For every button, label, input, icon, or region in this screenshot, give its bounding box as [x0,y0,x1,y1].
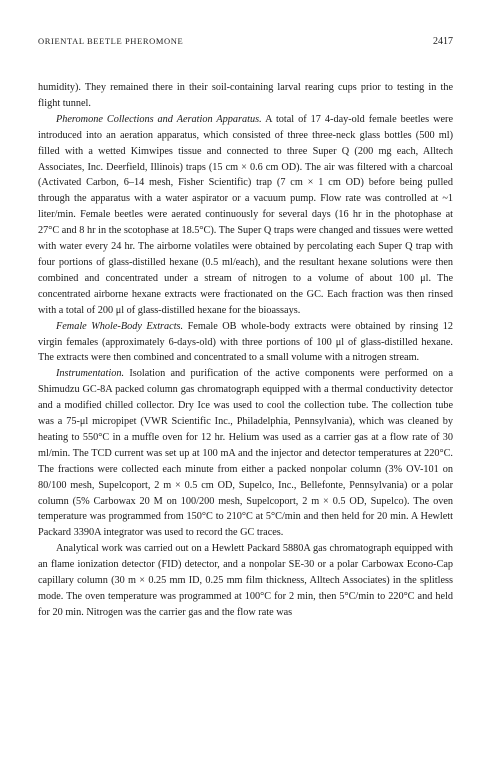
paragraph-analytical-work [38,541,453,621]
paragraph-pheromone-collections [38,112,453,319]
paragraph-text: Female OB whole-body extracts were obtained by rinsing 12 virgin females (approximately 6-days-old) with three portions of 100 μl of glass-distilled hexane. The extracts were then combined and concentrated to a small volume with a nitrogen stream. [38,320,453,364]
paragraph-text: Analytical work was carried out on a Hewlett Packard 5880A gas chromatograph equipped with an flame ionization detector (FID) detector, and a nonpolar SE-30 or a polar Carbowax Econo-Cap capillary column (30 m × 0.25 mm ID, 0.25 mm film thickness, Alltech Associates) in the splitless mode. The oven temperature was programmed at 100°C for 2 min, then 5°C/min to 220°C and held for 20 min. Nitrogen was the carrier gas and the flow rate was [38,543,453,618]
page-number: 2417 [433,36,453,47]
page-header [38,36,453,50]
section-heading-whole-body-extracts: Female Whole-Body Extracts. [56,320,184,332]
paragraph-humidity [38,80,453,112]
body-text [38,80,453,770]
section-heading-pheromone-collections: Pheromone Collections and Aeration Apparatus. [56,113,262,125]
running-title: ORIENTAL BEETLE PHEROMONE [38,36,184,46]
paragraph-whole-body-extracts [38,319,453,367]
section-heading-instrumentation: Instrumentation. [56,368,125,380]
paragraph-text: Isolation and purification of the active components were performed on a Shimudzu GC-8A packed column gas chromatograph equipped with a thermal conductivity detector and a modified chilled collector. Dry Ice was used to cool the collection tube. The collection tube was a 75-μl micropipet (VWR Scientific Inc., Philadelphia, Pennsylvania), which was cleaned by heating to 550°C in a muffle oven for 12 hr. Helium was used as a carrier gas at a flow rate of 30 ml/min. The TCD current was set up at 100 mA and the injector and detector temperatures at 220°C. The fractions were collected each minute from either a packed nonpolar column (3% OV-101 on 80/100 mesh, Supelcoport, 2 m × 0.5 cm OD, Supelco, Inc., Bellefonte, Pennsylvania) or a polar column (5% Carbowax 20 M on 100/200 mesh, Supelcoport, 2 m × 0.5 OD, Supelco). The oven temperature was programmed from 150°C to 210°C at 5°C/min and then held for 20 min. A Hewlett Packard 3390A integrator was used to record the GC traces. [38,368,453,539]
paragraph-text: A total of 17 4-day-old female beetles were introduced into an aeration apparatus, which consisted of three three-neck glass bottles (500 ml) filled with a wetted Kimwipes tissue and connected to three Super Q (200 mg each, Alltech Associates, Inc. Deerfield, Illinois) traps (15 cm × 0.6 cm OD). The air was filtered with a charcoal (Activated Carbon, 6–14 mesh, Fisher Scientific) trap (7 cm × 1 cm OD) before being pulled through the apparatus with a water aspirator or a vacuum pump. Flow rate was controlled at ~1 liter/min. Female beetles were aerated continuously for several days (16 hr in the photophase at 27°C and 8 hr in the scotophase at 18.5°C). The Super Q traps were changed and tissues were wetted with water every 24 hr. The airborne volatiles were obtained by percolating each Super Q trap with four portions of glass-distilled hexane (0.5 ml/each), and the resultant hexane solutions were then combined and concentrated under a stream of nitrogen to a volume of about 100 μl. The concentrated airborne hexane extracts were fractionated on the GC. Each fraction was then rinsed with a total of 200 μl of glass-distilled hexane for the bioassays. [38,113,453,316]
paragraph-instrumentation [38,366,453,541]
paragraph-text: humidity). They remained there in their soil-containing larval rearing cups prior to testing in the flight tunnel. [38,82,453,109]
